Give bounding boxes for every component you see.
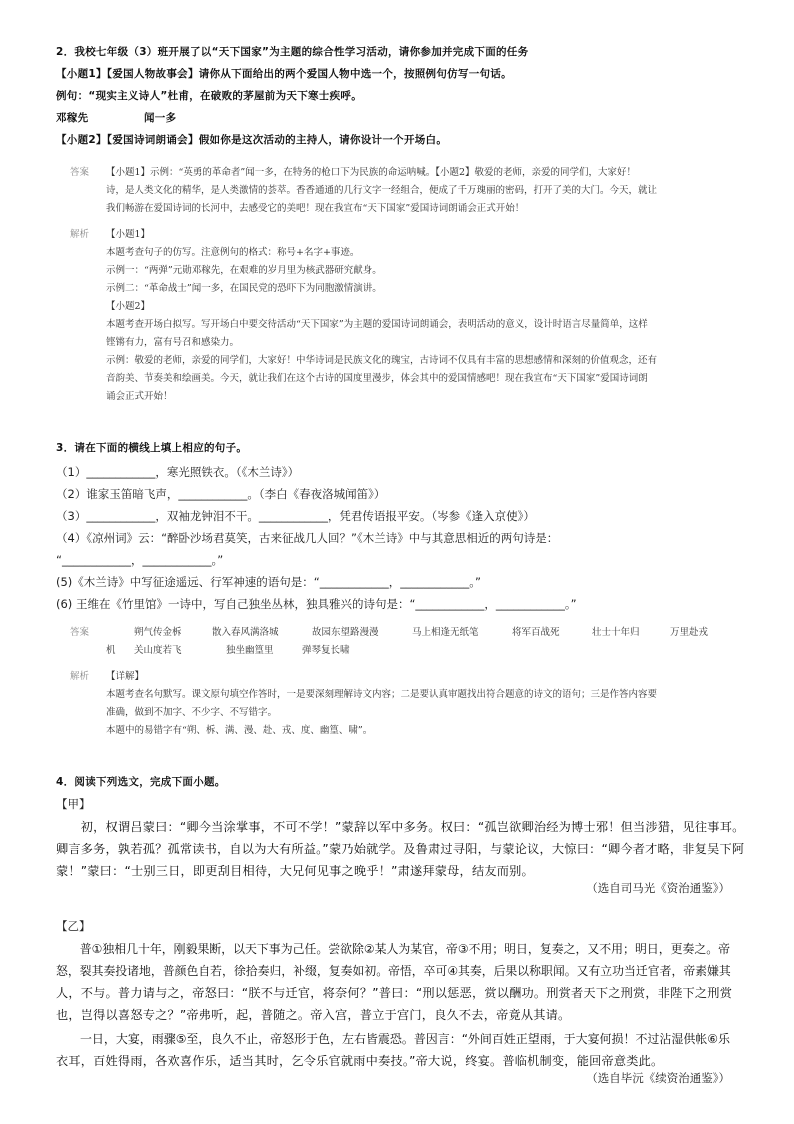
q4-passage-yi-source: （选自毕沅《续资治通鉴》）	[586, 1071, 730, 1085]
q4-stem: 4．阅读下列选文，完成下面小题。	[56, 776, 226, 788]
q2-answer-line: 我们畅游在爱国诗词的长河中，去感受它的美吧！现在我宣布“天下国家”爱国诗词朗诵会正式开始！	[106, 203, 525, 214]
q2-name-1: 邓稼先	[56, 112, 89, 124]
q2-subquestion-1: 【小题1】【爱国人物故事会】请你从下面给出的两个爱国人物中选一个，按照例句仿写一句话。	[56, 68, 512, 80]
q3-analysis-line: 本题考查名句默写。课文原句填空作答时，一是要深刻理解诗文内容；二是要认真审题找出符合题意的诗文的语句；三是作答内容要	[106, 689, 658, 700]
q3-answer: 马上相逢无纸笔	[412, 627, 479, 638]
q2-example: 例句：“现实主义诗人”杜甫，在破败的茅屋前为天下寒士疾呼。	[56, 90, 363, 102]
q3-item: (5)《木兰诗》中写征途遥远、行军神速的语句是：“____________，____________。”	[56, 575, 481, 589]
q3-analysis-line: 本题中的易错字有“朔、柝、满、漫、赴、戎、度、幽篁、啸”。	[106, 725, 373, 736]
q2-analysis-line: 【小题2】	[106, 301, 151, 312]
q3-item: (6) 王维在《竹里馆》一诗中，写自己独坐丛林，独具雅兴的诗句是：“____________，____________。”	[56, 597, 577, 611]
q3-item: （3）____________，双袖龙钟泪不干。____________，凭君传语报平安。（岑参《逢入京使》）	[56, 509, 535, 523]
q4-passage-jia-line: 蒙！”蒙曰：“士别三日，即更刮目相待，大兄何见事之晚乎！”肃遂拜蒙母，结友而别。	[56, 864, 534, 878]
q4-passage-yi-line: 人，不与。普力请与之，帝怒曰：“朕不与迁官，将奈何？”普曰：“刑以惩恶，赏以酬功。刑赏者天下之刑赏，非陛下之刑赏	[56, 986, 733, 1000]
q4-passage-jia-line: 初，权谓吕蒙曰：“卿今当涂掌事，不可不学！”蒙辞以军中多务。权曰：“孤岂欲卿治经为博士邪！但当涉猎，见往事耳。	[56, 820, 745, 834]
q3-answer: 壮士十年归	[592, 627, 640, 638]
q3-analysis-line: 准确，做到不加字、不少字、不写错字。	[106, 707, 278, 718]
q4-passage-yi-line: 衣耳，百姓得雨，各欢喜作乐，适当其时，乞令乐官就雨中奏技。”帝大说，终宴。普临机制变，能回帝意类此。	[56, 1054, 664, 1068]
q2-answer-line: 诗，是人类文化的精华，是人类激情的荟萃。香香通通的几行文字一经组合，便成了千万瑰丽的密码，打开了美的大门。今天，就让	[106, 185, 658, 196]
q3-item: （4）《凉州词》云：“醉卧沙场君莫笑，古来征战几人回？”《木兰诗》中与其意思相近的两句诗是：	[56, 531, 559, 545]
q3-answer: 关山度若飞	[134, 645, 182, 656]
q2-analysis-line: 示例一：“两弹”元勋邓稼先，在艰难的岁月里为核武器研究献身。	[106, 265, 382, 276]
q2-analysis-line: 示例二：“革命战士”闻一多，在国民党的恐吓下为同胞激情演讲。	[106, 283, 382, 294]
q4-passage-yi-line: 也，岂得以喜怒专之？”帝弗听，起，普随之。帝入宫，普立于宫门，良久不去，帝竟从其请。	[56, 1008, 571, 1022]
q3-stem: 3．请在下面的横线上填上相应的句子。	[56, 442, 248, 454]
q3-item: （1）____________，寒光照铁衣。（《木兰诗》）	[56, 465, 300, 479]
q2-subquestion-2: 【小题2】【爱国诗词朗诵会】假如你是这次活动的主持人，请你设计一个开场白。	[56, 134, 448, 146]
q3-item: “____________，____________。”	[56, 553, 224, 567]
q3-answer: 弹琴复长啸	[302, 645, 350, 656]
q2-analysis-label: 解析	[70, 229, 90, 240]
q2-analysis-line: 【小题1】	[106, 229, 151, 240]
q2-name-2: 闻一多	[144, 112, 177, 124]
q3-answer: 故园东望路漫漫	[312, 627, 379, 638]
q2-analysis-line: 本题考查开场白拟写。写开场白中要交待活动“天下国家”为主题的爱国诗词朗诵会，表明活动的意义，设计时语言尽量简单，这样	[106, 319, 648, 330]
q4-passage-jia-line: 卿言多务，孰若孤？孤常读书，自以为大有所益。”蒙乃始就学。及鲁肃过寻阳，与蒙论议，大惊曰：“卿今者才略，非复吴下阿	[56, 842, 745, 856]
q4-passage-jia-label: 【甲】	[56, 797, 91, 811]
q4-passage-yi-line: 怒，裂其奏投诸地，普颜色自若，徐拾奏归，补缀，复奏如初。帝悟，卒可④其奏，后果以称职闻。又有立功当迁官者，帝素嫌其	[56, 964, 731, 978]
q3-answer: 将军百战死	[512, 627, 560, 638]
q3-answer: 万里赴戎	[670, 627, 709, 638]
q4-passage-jia-source: （选自司马光《资治通鉴》）	[586, 881, 730, 895]
q2-analysis-line: 铿锵有力，富有号召和感染力。	[106, 337, 240, 348]
q2-analysis-line: 示例：敬爱的老师，亲爱的同学们，大家好！中华诗词是民族文化的瑰宝，古诗词不仅具有丰富的思想感情和深刻的价值观念，还有	[106, 355, 658, 366]
q2-analysis-line: 音韵美、节奏美和绘画美。今天，就让我们在这个古诗的国度里漫步，体会其中的爱国情感吧！现在我宣布“天下国家”爱国诗词朗	[106, 373, 648, 384]
q2-answer-line: 【小题1】示例：“英勇的革命者”闻一多，在特务的枪口下为民族的命运呐喊。【小题2】敬爱的老师，亲爱的同学们，大家好！	[106, 167, 637, 178]
q4-passage-yi-line: 一日，大宴，雨骤⑤至，良久不止，帝怒形于色，左右皆震恐。普因言：“外间百姓正望雨，于大宴何损！不过沾湿供帐⑥乐	[56, 1032, 730, 1046]
q3-item: （2）谁家玉笛暗飞声，____________。（李白《春夜洛城闻笛》）	[56, 487, 386, 501]
q2-analysis-line: 诵会正式开始！	[106, 391, 173, 402]
q2-analysis-line: 本题考查句子的仿写。注意例句的格式：称号+名字+事迹。	[106, 247, 360, 258]
q4-passage-yi-label: 【乙】	[56, 919, 91, 933]
q3-answer: 散入春风满洛城	[212, 627, 279, 638]
q3-answer-label: 答案	[70, 627, 90, 638]
q3-analysis-label: 解析	[70, 671, 90, 682]
q3-analysis-line: 【详解】	[106, 671, 145, 682]
q3-answer: 机	[106, 645, 116, 656]
q3-answer: 朔气传金柝	[134, 627, 182, 638]
q3-answer: 独坐幽篁里	[226, 645, 274, 656]
q2-stem: 2．我校七年级（3）班开展了以“天下国家”为主题的综合性学习活动，请你参加并完成下面的任务	[56, 46, 529, 58]
q4-passage-yi-line: 普①独相几十年，刚毅果断，以天下事为己任。尝欲除②某人为某官，帝③不用；明日，复奏之，又不用；明日，更奏之。帝	[56, 942, 731, 956]
q2-answer-label: 答案	[70, 167, 90, 178]
